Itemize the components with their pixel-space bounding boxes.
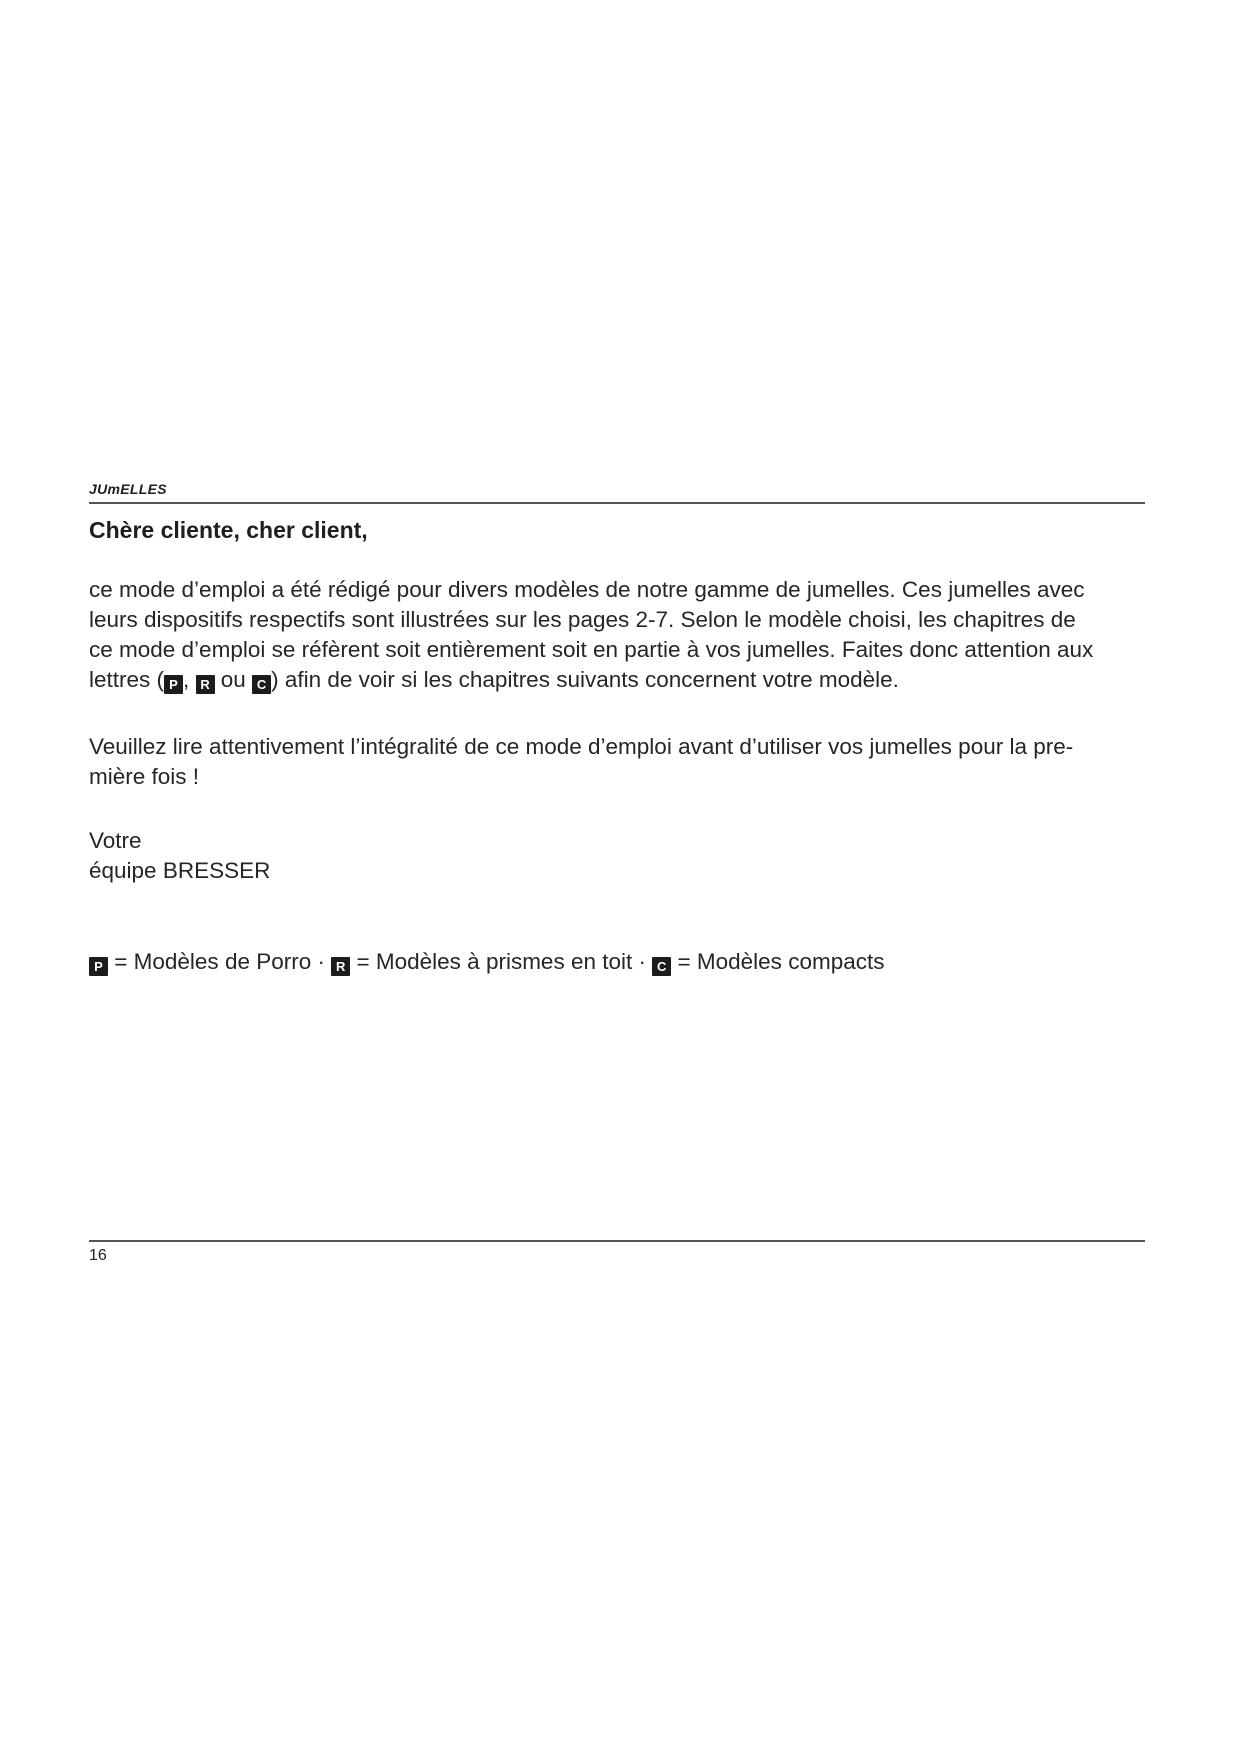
compact-badge: C (652, 957, 671, 976)
section-header: JUmELLES (89, 481, 167, 497)
greeting-heading: Chère cliente, cher client, (89, 517, 368, 543)
roof-prism-badge: R (331, 957, 350, 976)
signature-line: équipe BRESSER (89, 858, 271, 883)
legend-compact-text: = Modèles compacts (671, 949, 885, 974)
roof-prism-badge: R (196, 675, 215, 694)
header-divider (89, 502, 1145, 504)
model-legend (89, 947, 884, 977)
footer-divider (89, 1240, 1145, 1242)
notice-line: mière fois ! (89, 764, 200, 789)
intro-line-badges: lettres ( P , R ou C ) afin de voir si les chapitres suivants concernent votre modèle. (89, 667, 899, 692)
porro-badge: P (164, 675, 183, 694)
notice-line: Veuillez lire attentivement l’intégralité de ce mode d’emploi avant d’utiliser vos jumelles pour la pre- (89, 734, 1074, 759)
intro-line: ce mode d’emploi a été rédigé pour divers modèles de notre gamme de jumelles. Ces jumelles avec (89, 577, 1085, 602)
intro-line: leurs dispositifs respectifs sont illustrées sur les pages 2-7. Selon le modèle choisi, les chapitres de (89, 607, 1076, 632)
legend-roof-text: = Modèles à prismes en toit · (350, 949, 653, 974)
page-number: 16 (89, 1247, 107, 1264)
porro-badge: P (89, 957, 108, 976)
intro-paragraph (89, 575, 1169, 695)
legend-porro-text: = Modèles de Porro · (108, 949, 332, 974)
compact-badge: C (252, 675, 271, 694)
signature-line: Votre (89, 828, 142, 853)
read-notice-paragraph (89, 732, 1169, 792)
signature (89, 826, 1169, 886)
intro-line: ce mode d’emploi se réfèrent soit entièrement soit en partie à vos jumelles. Faites donc attention aux (89, 637, 1094, 662)
